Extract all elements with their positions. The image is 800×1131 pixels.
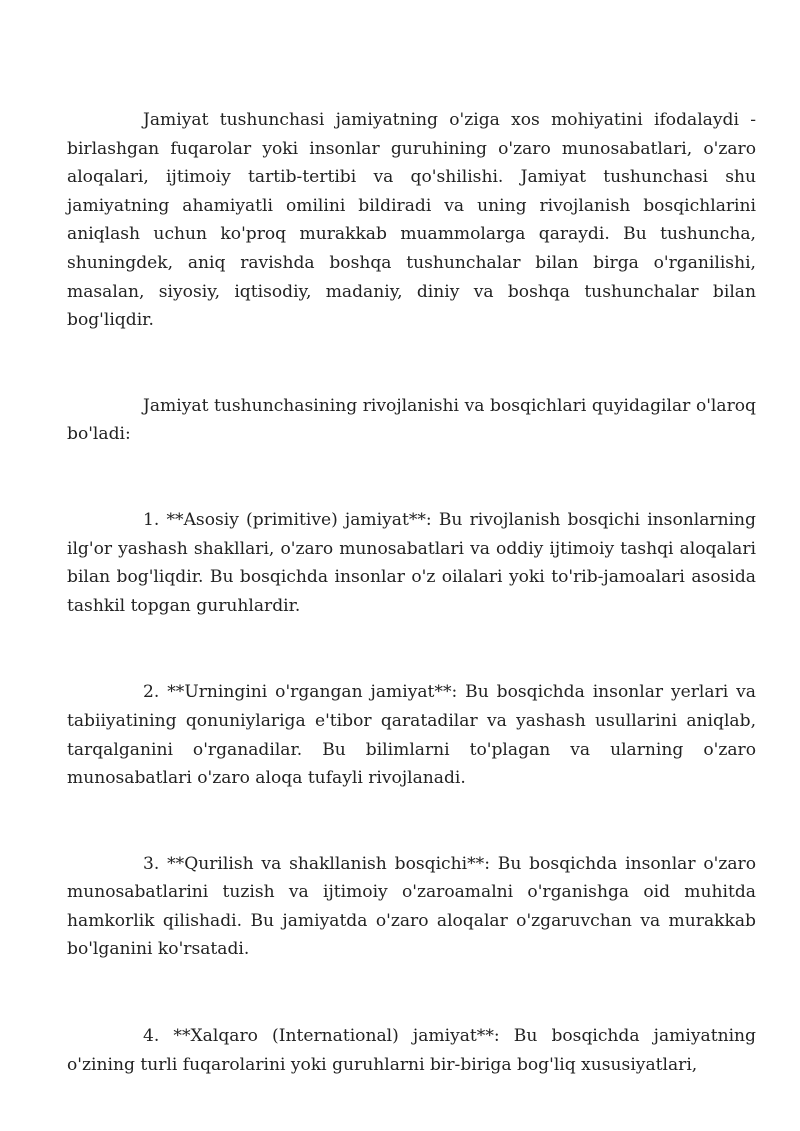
intro-paragraph: Jamiyat tushunchasi jamiyatning o'ziga xos mohiyatini ifodalaydi - birlashgan fuqarolar yoki insonlar guruhining o'zaro munosabatlari, o'zaro aloqalari, ijtimoiy tartib-tertibi va qo'shilishi. Jamiyat tushunchasi shu jamiyatning ahamiyatli omilini bildiradi va uning rivojlanish bosqichlarini aniqlash uchun ko'proq murakkab muammolarga qaraydi. Bu tushuncha, shuningdek, aniq ravishda boshqa tushunchalar bilan birga o'rganilishi, masalan, siyosiy, iqtisodiy, madaniy, diniy va boshqa tushunchalar bilan bog'liqdir. (67, 110, 756, 331)
stage-2-paragraph: 2. **Urningini o'rgangan jamiyat**: Bu bosqichda insonlar yerlari va tabiiyatining qonuniylariga e'tibor qaratadilar va yashash usullarini aniqlab, tarqalganini o'rganadilar. Bu bilimlarni to'plagan va ularning o'zaro munosabatlari o'zaro aloqa tufayli rivojlanadi. (67, 682, 756, 789)
stage-1-paragraph: 1. **Asosiy (primitive) jamiyat**: Bu rivojlanish bosqichi insonlarning ilg'or yashash shakllari, o'zaro munosabatlari va oddiy ijtimoiy tashqi aloqalari bilan bog'liqdir. Bu bosqichda insonlar o'z oilalari yoki to'rib-jamoalari asosida tashkil topgan guruhlardir. (67, 509, 756, 616)
paragraph-spacer (67, 449, 756, 506)
paragraph-spacer (67, 335, 756, 392)
paragraph-spacer (67, 964, 756, 1022)
stage-3-paragraph: 3. **Qurilish va shakllanish bosqichi**: Bu bosqichda insonlar o'zaro munosabatlarini tuzish va ijtimoiy o'zaroamalni o'rganishga oid muhitda hamkorlik qilishadi. Bu jamiyatda o'zaro aloqalar o'zgaruvchan va murakkab bo'lganini ko'rsatadi. (67, 853, 756, 960)
paragraph-spacer (67, 620, 756, 678)
paragraph-spacer (67, 793, 756, 850)
document-page (67, 106, 756, 1079)
stage-4-paragraph: 4. **Xalqaro (International) jamiyat**: Bu bosqichda jamiyatning o'zining turli fuqarolarini yoki guruhlarni bir-biriga bog'liq xususiyatlari, (67, 1026, 756, 1075)
stages-intro-paragraph: Jamiyat tushunchasining rivojlanishi va bosqichlari quyidagilar o'laroq bo'ladi: (67, 395, 756, 445)
